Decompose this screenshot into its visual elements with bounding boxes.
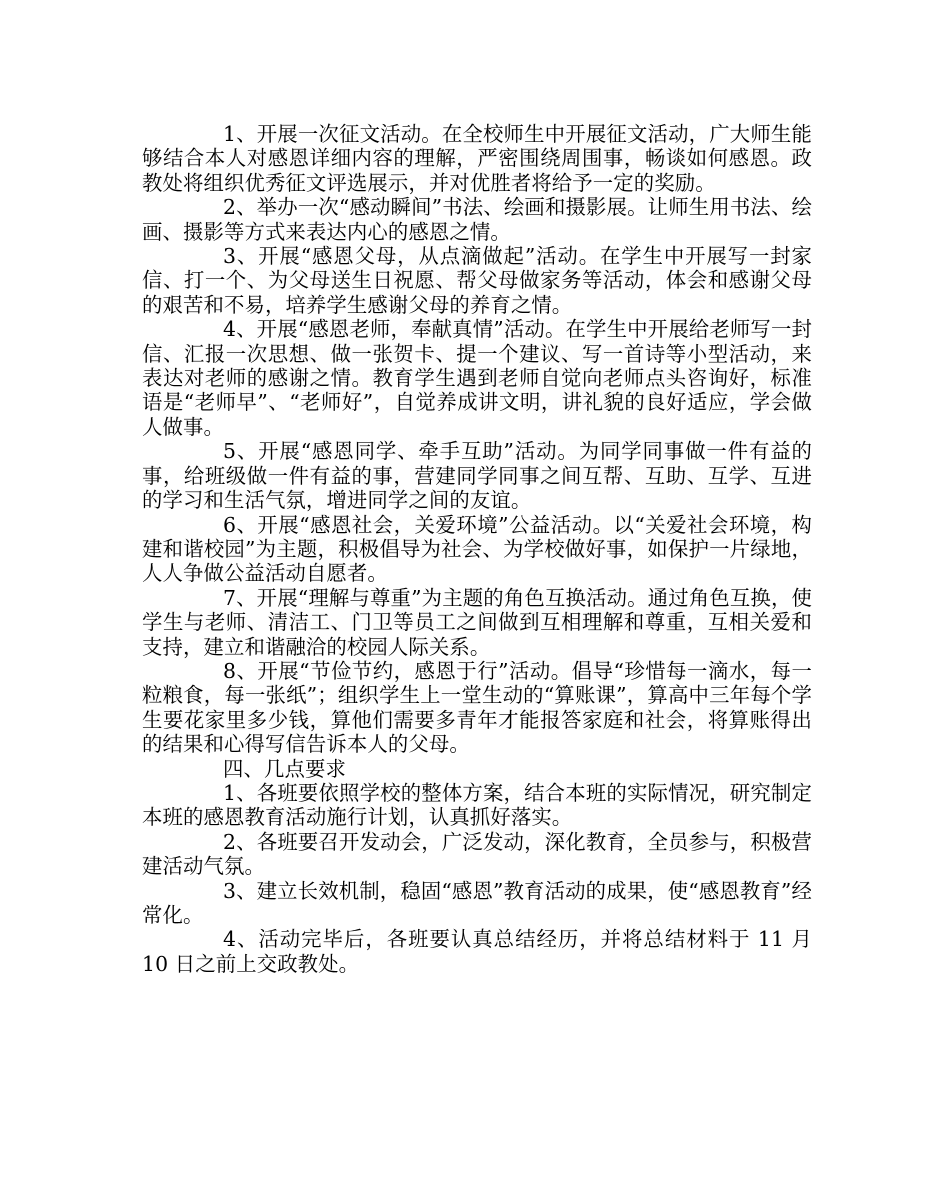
paragraph-requirement-1: 1、各班要依照学校的整体方案，结合本班的实际情况，研究制定本班的感恩教育活动施行计划，认真抓好落实。 — [142, 780, 812, 830]
paragraph-activity-6: 6、开展“感恩社会，关爱环境”公益活动。以“关爱社会环境，构建和谐校园”为主题，积极倡导为社会、为学校做好事，如保护一片绿地，人人争做公益活动自愿者。 — [142, 512, 812, 586]
paragraph-activity-3: 3、开展“感恩父母，从点滴做起”活动。在学生中开展写一封家信、打一个、为父母送生日祝愿、帮父母做家务等活动，体会和感谢父母的艰苦和不易，培养学生感谢父母的养育之情。 — [142, 244, 812, 317]
paragraph-activity-5: 5、开展“感恩同学、牵手互助”活动。为同学同事做一件有益的事，给班级做一件有益的事，营建同学同事之间互帮、互助、互学、互进的学习和生活气氛，增进同学之间的友谊。 — [142, 439, 812, 513]
paragraph-requirement-2: 2、各班要召开发动会，广泛发动，深化教育，全员参与，积极营建活动气氛。 — [142, 829, 812, 879]
document-body — [142, 122, 812, 976]
paragraph-requirement-4: 4、活动完毕后，各班要认真总结经历，并将总结材料于 11 月 10 日之前上交政教处。 — [142, 927, 812, 976]
section-heading-requirements: 四、几点要求 — [223, 756, 346, 781]
paragraph-activity-8: 8、开展“节俭节约，感恩于行”活动。倡导“珍惜每一滴水，每一粒粮食，每一张纸”；组织学生上一堂生动的“算账课”，算高中三年每个学生要花家里多少钱，算他们需要多青年才能报答家庭和社会，将算账得出的结果和心得写信告诉本人的父母。 — [142, 658, 812, 757]
paragraph-requirement-3: 3、建立长效机制，稳固“感恩”教育活动的成果，使“感恩教育”经常化。 — [142, 878, 812, 927]
paragraph-activity-7: 7、开展“理解与尊重”为主题的角色互换活动。通过角色互换，使学生与老师、清洁工、门卫等员工之间做到互相理解和尊重，互相关爱和支持，建立和谐融洽的校园人际关系。 — [142, 585, 812, 659]
paragraph-activity-1: 1、开展一次征文活动。在全校师生中开展征文活动，广大师生能够结合本人对感恩详细内容的理解，严密围绕周围事，畅谈如何感恩。政教处将组织优秀征文评选展示，并对优胜者将给予一定的奖励。 — [142, 122, 812, 195]
paragraph-activity-4: 4、开展“感恩老师，奉献真情”活动。在学生中开展给老师写一封信、汇报一次思想、做一张贺卡、提一个建议、写一首诗等小型活动，来表达对老师的感谢之情。教育学生遇到老师自觉向老师点头咨询好，标准语是“老师早”、“老师好”，自觉养成讲文明，讲礼貌的良好适应，学会做人做事。 — [142, 317, 812, 439]
paragraph-activity-2: 2、举办一次“感动瞬间”书法、绘画和摄影展。让师生用书法、绘画、摄影等方式来表达内心的感恩之情。 — [142, 195, 812, 244]
